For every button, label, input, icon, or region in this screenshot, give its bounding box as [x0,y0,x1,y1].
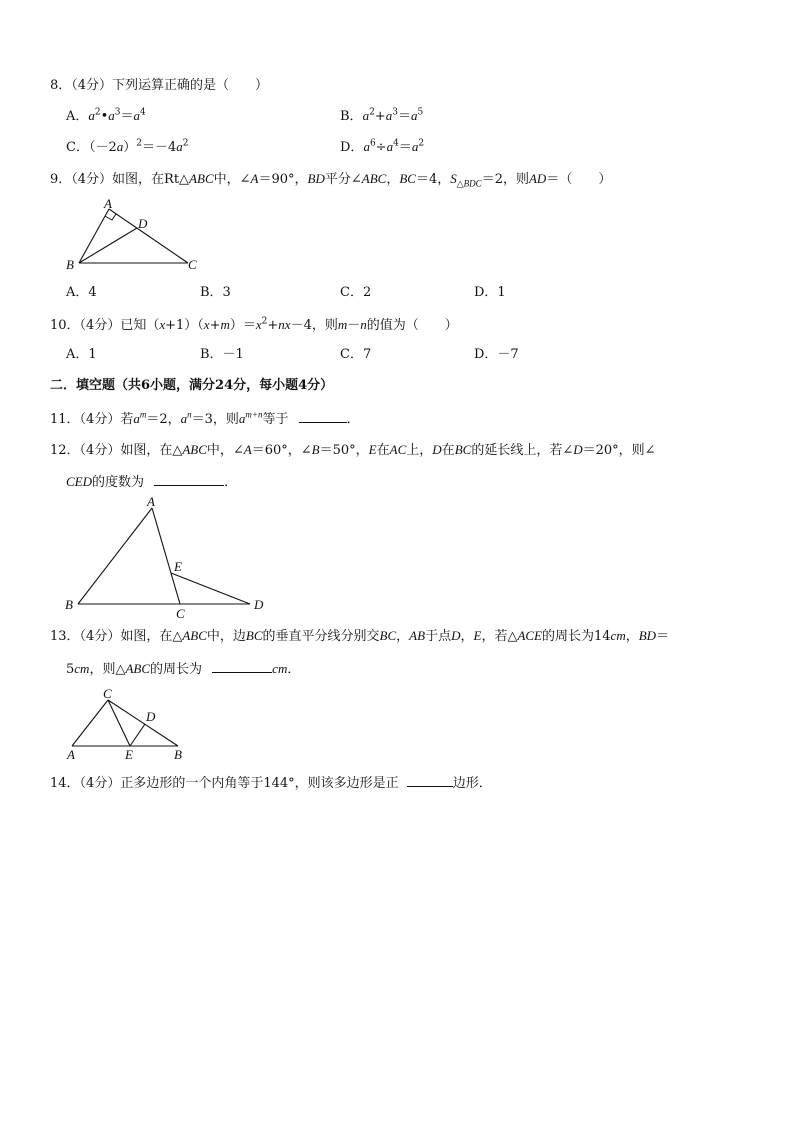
q11-stem: 11．（4分）若$a^m=2$，$a^n=3$，则$a^{m+n}$等于 ． [50,409,360,427]
q13-label-e: E [125,747,133,762]
q13-label-a: A [67,747,75,762]
q8-option-b: B．$a^2+a^3=a^5$ [340,107,424,124]
q14-stem: 14．（4分）正多边形的一个内角等于144°，则该多边形是正 边形． [50,776,492,791]
q8-option-a: A．$a^2•a^3=a^4$ [66,107,146,124]
q8-stem: 8．（4分）下列运算正确的是（ ） [50,78,269,93]
q12-line-ed [171,573,250,604]
q9-label-c: C [188,257,197,272]
q10-option-d: D．－7 [474,347,519,362]
q9-side-ab [79,209,109,263]
q10-option-c: C．7 [340,347,372,362]
q12-label-a: A [147,494,155,509]
q12-side-ac [152,508,180,604]
q9-bisector-bd [79,228,137,263]
q9-option-b: B．3 [200,285,231,300]
q9-label-a: A [104,196,112,211]
q12-label-b: B [65,597,73,612]
q8-option-c: C．$(-2a)^2=-4a^2$ [66,138,189,155]
q13-figure [62,684,192,764]
q9-side-ac [109,209,188,263]
q9-label-b: B [66,257,74,272]
q13-stem-line1: 13．（4分）如图，在△ABC中，边BC的垂直平分线分别交BC，AB于点D，E，若△ACE的周长为14cm，BD＝ [50,628,670,644]
q12-label-e: E [174,559,182,574]
q13-label-b: B [174,747,182,762]
q12-label-d: D [254,597,264,612]
q13-stem-line2: 5cm，则△ABC的周长为 cm． [66,661,301,677]
q9-stem: 9．（4分）如图，在Rt△ABC中，∠A＝90°，BD平分∠ABC，BC＝4，$S_{\triangle BDC}=2$，则AD＝（ ） [50,171,612,189]
q9-option-d: D．1 [474,285,506,300]
q12-side-ab [78,508,152,604]
q10-stem: 10．（4分）已知$(x+1)(x+m)=x^2+nx-4$，则m－n的值为（ ） [50,316,458,333]
q12-stem-line2: CED的度数为 ． [66,474,238,490]
q13-perp-bisector-de [130,724,145,746]
q11-answer-blank[interactable] [299,410,347,423]
q9-option-c: C．2 [340,285,372,300]
q12-label-c: C [176,606,185,621]
q10-option-b: B．－1 [200,347,244,362]
q8-option-d: D．$a^6\div a^4=a^2$ [340,138,425,155]
q9-label-d: D [138,216,148,231]
q13-label-c: C [103,686,112,701]
q13-answer-blank[interactable] [212,660,272,673]
q13-label-d: D [146,709,156,724]
q13-side-ac [72,700,108,746]
q12-answer-blank[interactable] [154,473,224,486]
q14-answer-blank[interactable] [407,774,453,787]
q12-figure [62,494,272,621]
q10-option-a: A．1 [66,347,97,362]
q9-figure [60,196,210,276]
q9-option-a: A．4 [66,285,97,300]
section-heading: 二．填空题（共6小题，满分24分，每小题4分） [50,378,334,393]
q12-stem-line1: 12．（4分）如图，在△ABC中，∠A＝60°，∠B＝50°，E在AC上，D在BC的延长线上，若∠D＝20°，则∠ [50,442,656,458]
q9-right-angle-mark [105,214,116,220]
